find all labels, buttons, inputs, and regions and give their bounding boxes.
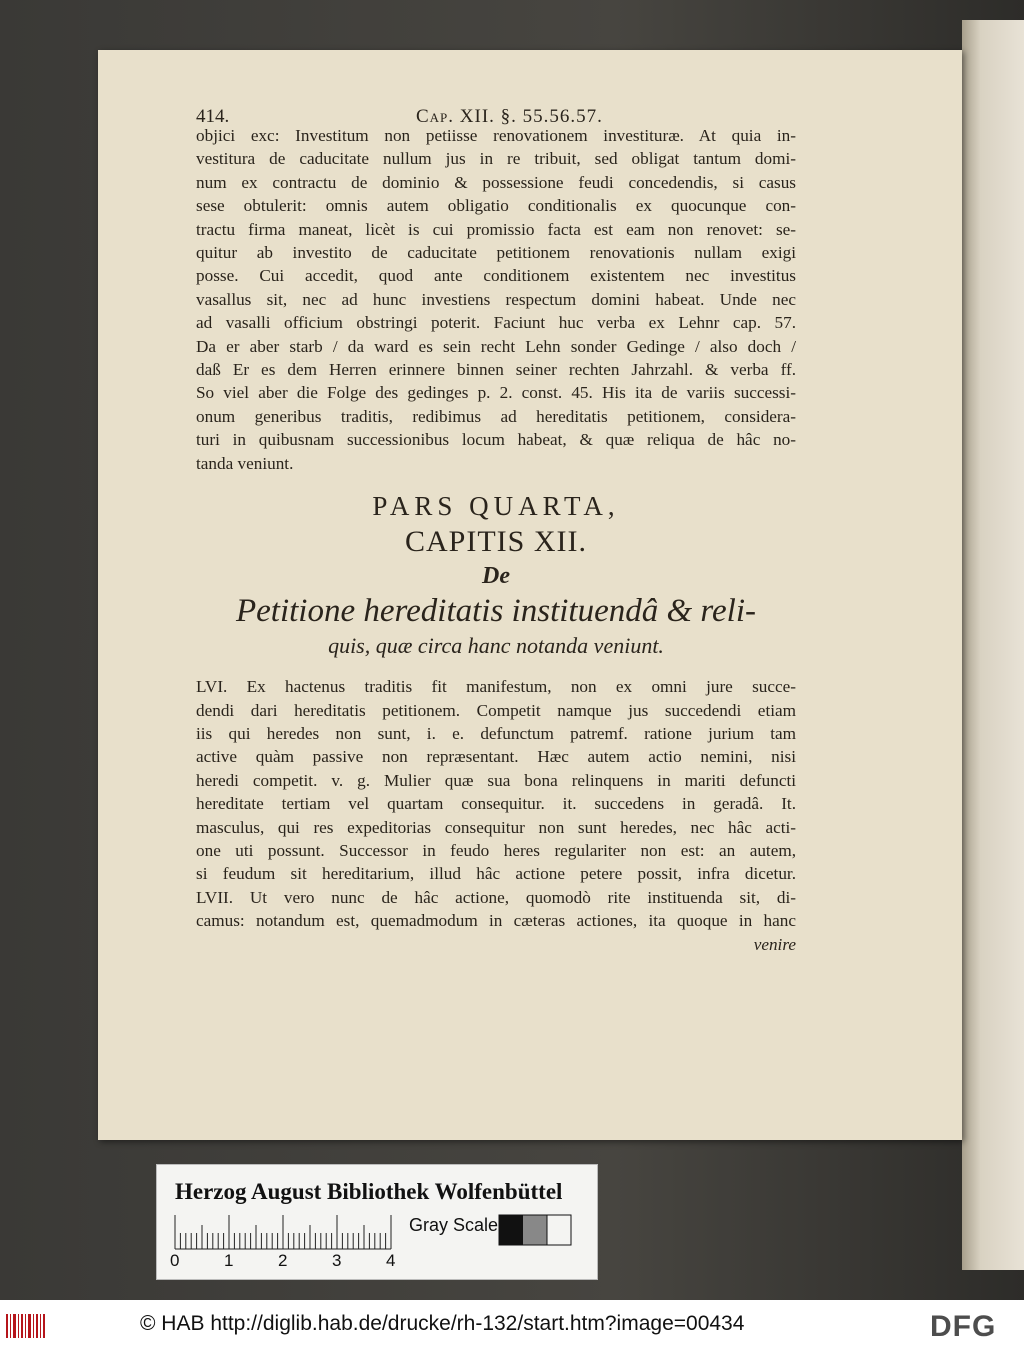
- text-line: LVI. Ex hactenus traditis fit manifestum, non ex omni jure succe-: [196, 677, 796, 697]
- text-line: camus: notandum est, quemadmodum in cæteras actiones, ita quoque in hanc: [196, 911, 796, 931]
- text-line: ad vasalli officium obstringi poterit. Faciunt huc verba ex Lehnr cap. 57.: [196, 313, 796, 333]
- text-line: dendi dari hereditatis petitionem. Competit namque jus succedendi etiam: [196, 700, 796, 720]
- text-line: hereditate tertiam vel quartam consequitur. it. succedens in geradâ. It.: [196, 794, 796, 814]
- paragraph-1: [196, 124, 796, 475]
- text-line: active quàm passive non repræsentant. Hæc autem actio nemini, nisi: [196, 747, 796, 767]
- text-line: LVII. Ut vero nunc de hâc actione, quomodò rite instituenda sit, di-: [196, 887, 796, 907]
- gray-scale-swatches: [499, 1215, 571, 1245]
- text-line: vasallus sit, nec ad hunc investiens respectum domini habeat. Unde nec: [196, 289, 796, 309]
- page-number: 414.: [196, 106, 230, 127]
- facing-page-edge: [962, 20, 1024, 1270]
- text-line: onum generibus traditis, redibimus ad hereditatis petitionem, considera-: [196, 406, 796, 426]
- text-line: num ex contractu de dominio & possessione feudi concedendis, si casus: [196, 172, 796, 192]
- scale-ruler-icon: [157, 1165, 597, 1279]
- chapter-heading: [196, 489, 796, 661]
- text-line: turi in quibusnam successionibus locum habeat, & quæ reliqua de hâc no-: [196, 430, 796, 450]
- text-line: tractu firma maneat, licèt is cui promissio facta est eam non renovet: se-: [196, 219, 796, 239]
- catchword: venire: [753, 934, 796, 954]
- dfg-logo: DFG: [930, 1310, 997, 1343]
- paragraph-2: [196, 675, 796, 956]
- gray-scale-label: Gray Scale: [409, 1215, 499, 1235]
- copyright-link[interactable]: © HAB http://diglib.hab.de/drucke/rh-132/start.htm?image=00434: [140, 1312, 745, 1335]
- ruler-number: 0: [170, 1251, 180, 1270]
- heading-pars: PARS QUARTA,: [372, 491, 620, 522]
- heading-title: Petitione hereditatis instituendâ & reli-: [236, 593, 756, 630]
- text-line: daß Er es dem Herren erinnere binnen seiner rechten Jahrzahl. & verba ff.: [196, 360, 796, 380]
- ruler-number: 3: [332, 1251, 342, 1270]
- text-line: si feudum sit hereditarium, illud hâc actione petere possit, infra dicetur.: [196, 864, 796, 884]
- running-head: Cap. XII. §. 55.56.57.: [416, 106, 603, 127]
- heading-subtitle: quis, quæ circa hanc notanda veniunt.: [328, 633, 664, 659]
- page-header: [196, 90, 796, 127]
- text-line: tanda veniunt.: [196, 453, 294, 473]
- library-label-card: [156, 1164, 598, 1280]
- heading-capitis: CAPITIS XII.: [405, 525, 587, 559]
- text-line: So viel aber die Folge des gedinges p. 2. const. 45. His ita de variis successi-: [196, 383, 796, 403]
- heading-de: De: [482, 563, 510, 590]
- text-line: sese obtulerit: omnis autem obligatio conditionalis ex quocunque con-: [196, 196, 796, 216]
- text-line: heredi competit. v. g. Mulier quæ sua bona relinquens in mariti defuncti: [196, 770, 796, 790]
- ruler-number: 2: [278, 1251, 288, 1270]
- text-line: vestitura de caducitate nullum jus in re tribuit, sed obligat tantum domi-: [196, 149, 796, 169]
- text-line: Da er aber starb / da ward es sein recht Lehn sonder Gedinge / also doch /: [196, 336, 796, 356]
- text-line: objici exc: Investitum non petiisse renovationem investituræ. At quia in-: [196, 126, 796, 145]
- page-text-block: [196, 90, 796, 956]
- text-line: masculus, qui res expeditorias consequitur non sunt heredes, nec hâc acti-: [196, 817, 796, 837]
- text-line: one uti possunt. Successor in feudo heres regulariter non est: an autem,: [196, 840, 796, 860]
- footer-bar: [0, 1300, 1024, 1352]
- text-line: iis qui heredes non sunt, i. e. defunctum patremf. ratione jurium tam: [196, 723, 796, 743]
- ruler-number: 4: [386, 1251, 396, 1270]
- library-name: Herzog August Bibliothek Wolfenbüttel: [175, 1179, 563, 1204]
- text-line: posse. Cui accedit, quod ante conditionem existentem nec investitus: [196, 266, 796, 286]
- text-line: quitur ab investito de caducitate petitionem renovationis nullam exigi: [196, 243, 796, 263]
- ruler-number: 1: [224, 1251, 234, 1270]
- barcode-icon: [6, 1312, 46, 1340]
